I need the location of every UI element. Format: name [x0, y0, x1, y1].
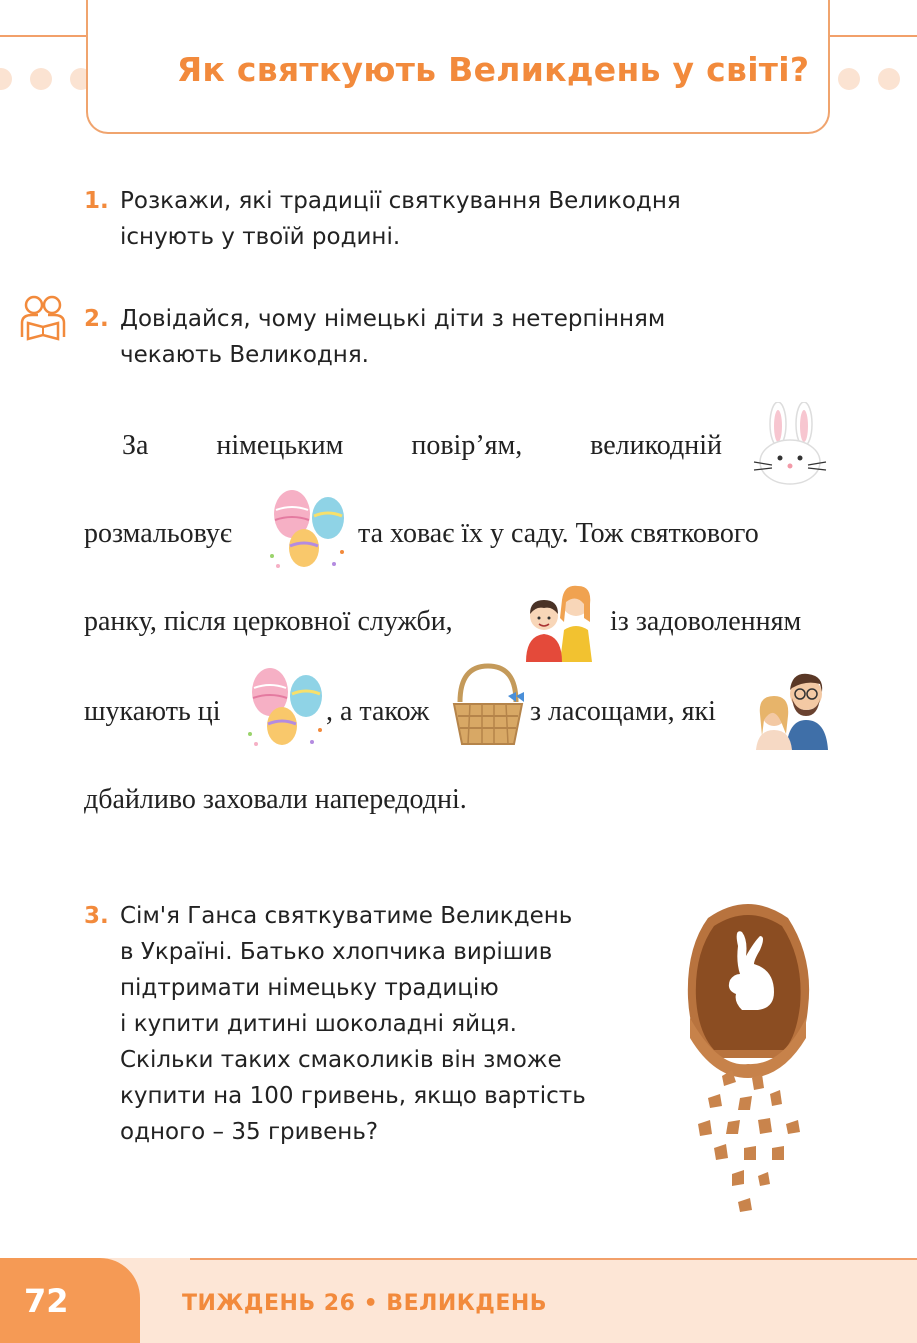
task-text-line: Розкажи, які традиції святкування Великодня [120, 188, 681, 214]
page-number-tab [0, 1258, 140, 1343]
reading-word: німецьким [216, 430, 344, 461]
task-number: 2. [84, 306, 109, 332]
bunny-icon [748, 402, 828, 490]
task-text-line: Довідайся, чому німецькі діти з нетерпінням [120, 306, 666, 332]
page-title: Як святкують Великдень у світі? [176, 50, 810, 89]
task-text-line: чекають Великодня. [120, 342, 369, 368]
header-dots-right [838, 68, 917, 90]
reading-line-4-a: шукають ці [84, 696, 221, 727]
header-rule-left [0, 35, 86, 37]
task-3 [84, 898, 586, 1150]
task-text-line: Сім'я Ганса святкуватиме Великдень [120, 903, 573, 929]
task-text-line: одного – 35 гривень? [120, 1119, 379, 1145]
group-reading-icon [18, 293, 68, 345]
task-text-line: в Україні. Батько хлопчика вирішив [120, 939, 553, 965]
reading-word: За [122, 430, 149, 461]
reading-line-4-c: з ласощами, які [530, 696, 716, 727]
parents-icon [750, 664, 834, 754]
page-number: 72 [24, 1282, 69, 1320]
reading-line-5: дбайливо заховали напередодні. [84, 784, 467, 815]
task-text-line: Скільки таких смаколиків він зможе [120, 1047, 562, 1073]
task-number: 1. [84, 188, 109, 214]
footer-rule [190, 1258, 917, 1260]
reading-line-3-a: ранку, після церковної служби, [84, 606, 453, 637]
task-text-line: підтримати німецьку традицію [120, 975, 499, 1001]
title-box [86, 0, 830, 134]
reading-line-2-b: та ховає їх у саду. Тож святкового [358, 518, 759, 549]
footer-chapter-label: ТИЖДЕНЬ 26 • ВЕЛИКДЕНЬ [182, 1291, 548, 1316]
easter-eggs-icon [242, 664, 332, 754]
task-text-line: існують у твоїй родині. [120, 224, 401, 250]
chocolate-egg-icon [678, 898, 818, 1232]
task-text-line: і купити дитині шоколадні яйця. [120, 1011, 517, 1037]
easter-eggs-icon [264, 486, 354, 576]
reading-word: великодній [590, 430, 722, 461]
reading-line-1 [122, 430, 722, 462]
children-icon [518, 578, 602, 666]
reading-line-2-a: розмальовує [84, 518, 232, 549]
reading-line-3-b: із задоволенням [610, 606, 802, 637]
basket-icon [450, 662, 526, 752]
task-1 [84, 183, 681, 255]
task-number: 3. [84, 903, 109, 929]
header-dots-left [0, 68, 92, 90]
header-rule-right [830, 35, 917, 37]
task-text-line: купити на 100 гривень, якщо вартість [120, 1083, 586, 1109]
task-2 [84, 301, 665, 373]
reading-word: повір’ям, [411, 430, 523, 461]
reading-line-4-b: , а також [326, 696, 430, 727]
